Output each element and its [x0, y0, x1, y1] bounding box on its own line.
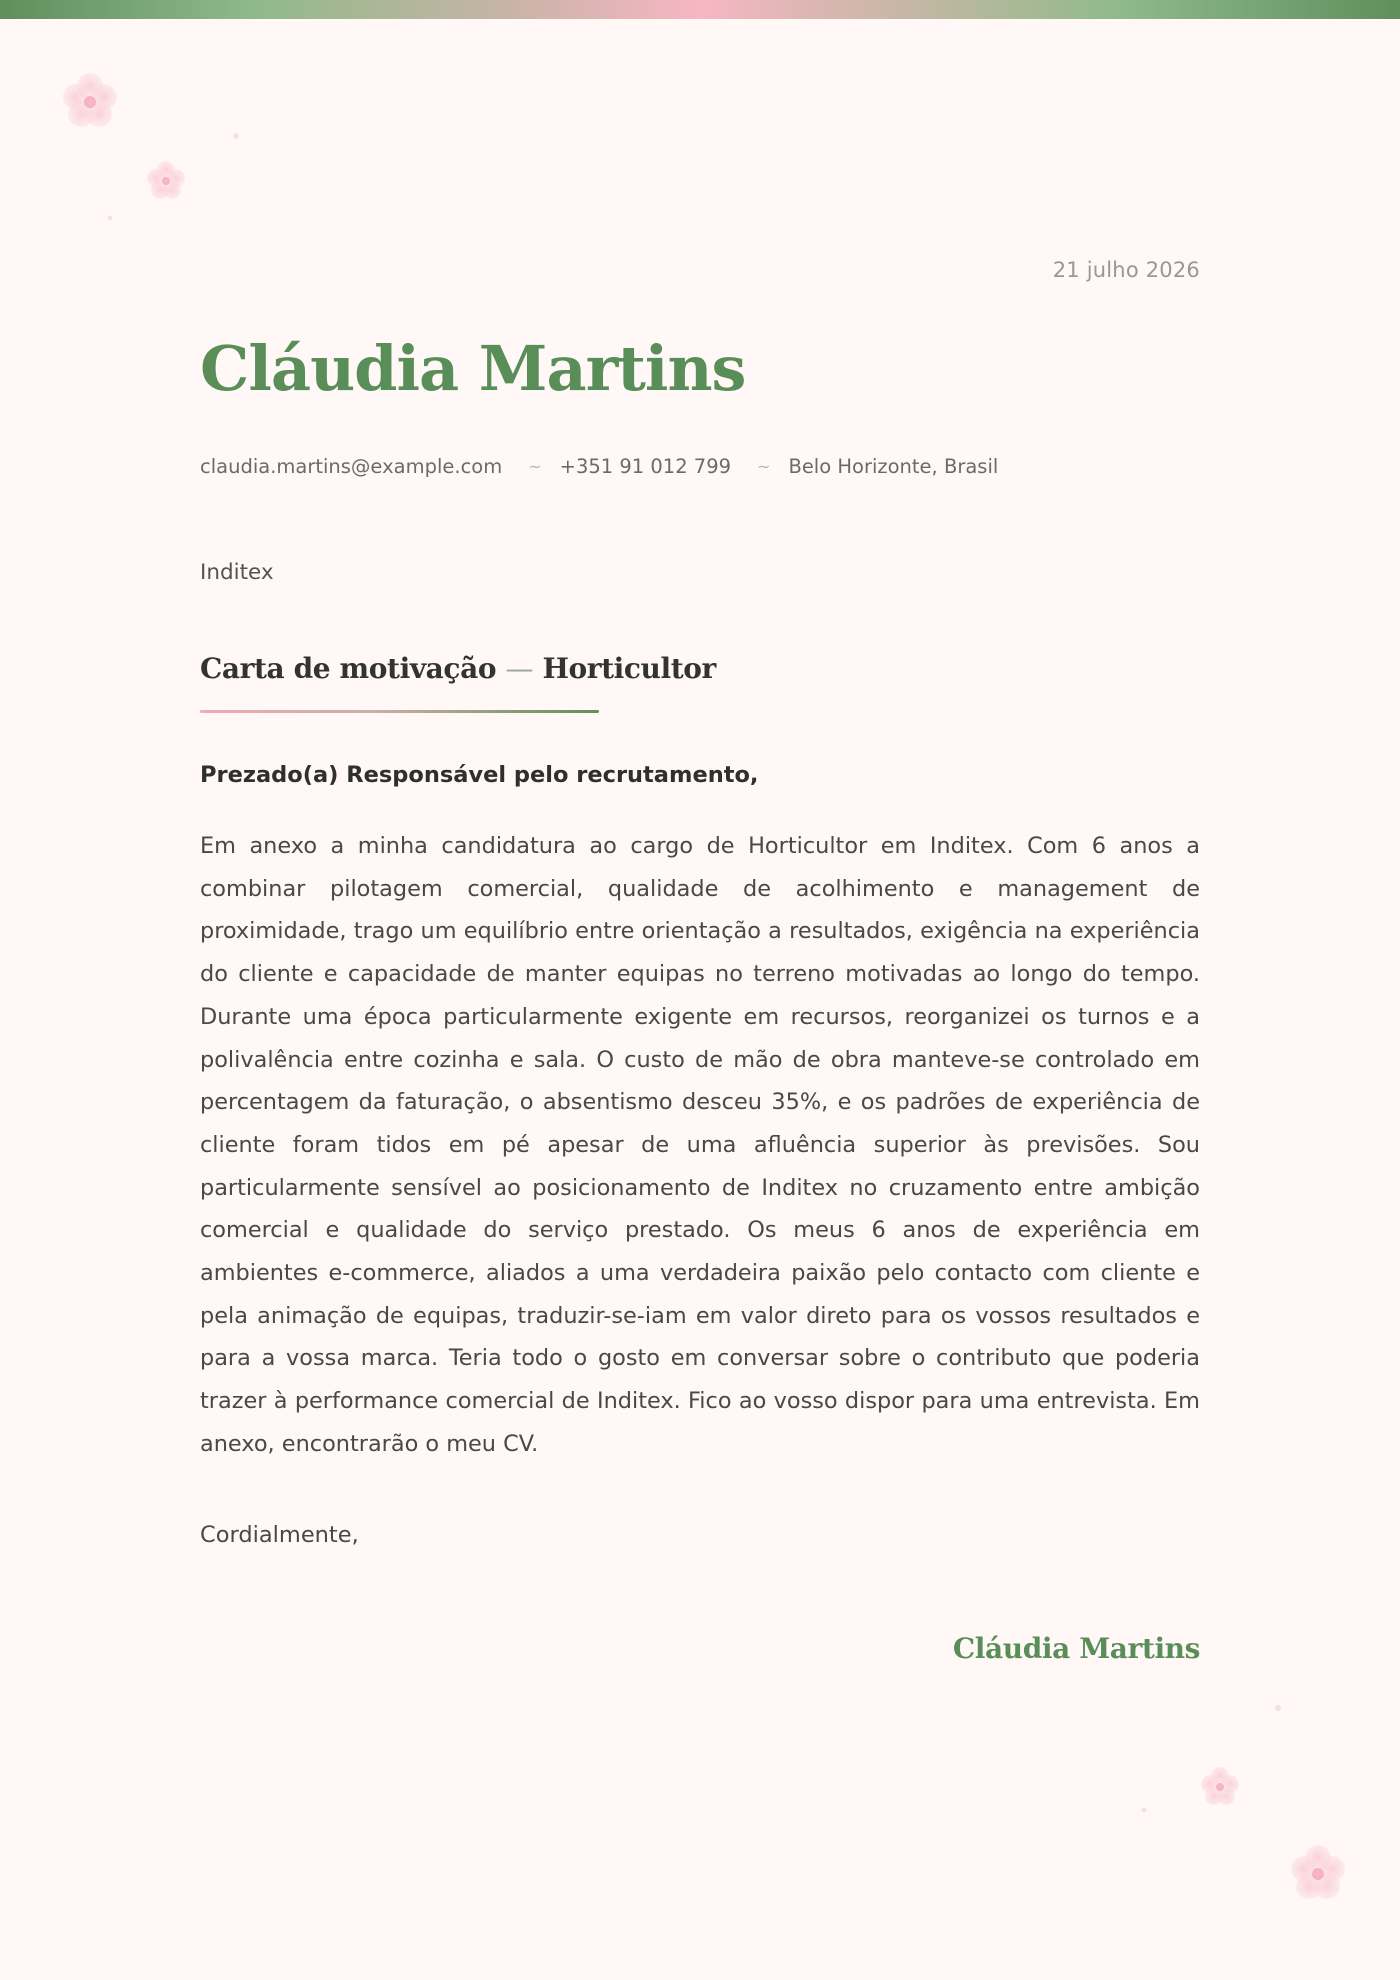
signature: Cláudia Martins — [952, 1632, 1200, 1665]
contact-separator: ~ — [528, 457, 542, 476]
top-gradient-band — [0, 0, 1400, 19]
sender-phone: +351 91 012 799 — [559, 455, 732, 478]
subject-role: Horticultor — [542, 652, 716, 685]
letter-date: 21 julho 2026 — [1052, 258, 1200, 282]
contact-separator: ~ — [757, 457, 771, 476]
letter-subject — [200, 652, 716, 685]
letter-body: Em anexo a minha candidatura ao cargo de Horticultor em Inditex. Com 6 anos a combinar pilotagem comercial, qualidade de acolhimento e management de proximidade, trago um equilíbrio entre orientação a resultados, exigência na experiência do cliente e capacidade de manter equipas no terreno motivadas ao longo do tempo. Durante uma época particularmente exigente em recursos, reorganizei os turnos e a polivalência entre cozinha e sala. O custo de mão de obra manteve-se controlado em percentagem da faturação, o absentismo desceu 35%, e os padrões de experiência de cliente foram tidos em pé apesar de uma afluência superior às previsões. Sou particularmente sensível ao posicionamento de Inditex no cruzamento entre ambição comercial e qualidade do serviço prestado. Os meus 6 anos de experiência em ambientes e-commerce, aliados a uma verdadeira paixão pelo contacto com cliente e pela animação de equipas, traduzir-se-iam em valor direto para os vossos resultados e para a vossa marca. Teria todo o gosto em conversar sobre o contributo que poderia trazer à performance comercial de Inditex. Fico ao vosso dispor para uma entrevista. Em anexo, encontrarão o meu CV. — [200, 833, 1200, 1457]
cherry-blossom-icon — [63, 73, 117, 127]
sender-name: Cláudia Martins — [200, 332, 746, 405]
cherry-blossom-icon — [1291, 1845, 1345, 1899]
contact-line — [200, 455, 998, 478]
recipient-company: Inditex — [200, 560, 274, 585]
subject-prefix: Carta de motivação — [200, 652, 497, 685]
cherry-blossom-icon — [1201, 1767, 1239, 1805]
closing: Cordialmente, — [200, 1522, 359, 1548]
salutation: Prezado(a) Responsável pelo recrutamento, — [200, 762, 759, 788]
sender-location: Belo Horizonte, Brasil — [788, 455, 999, 478]
subject-dash: — — [505, 652, 534, 685]
subject-underline — [200, 710, 599, 713]
sender-email: claudia.martins@example.com — [200, 455, 503, 478]
cherry-blossom-icon — [147, 161, 185, 199]
